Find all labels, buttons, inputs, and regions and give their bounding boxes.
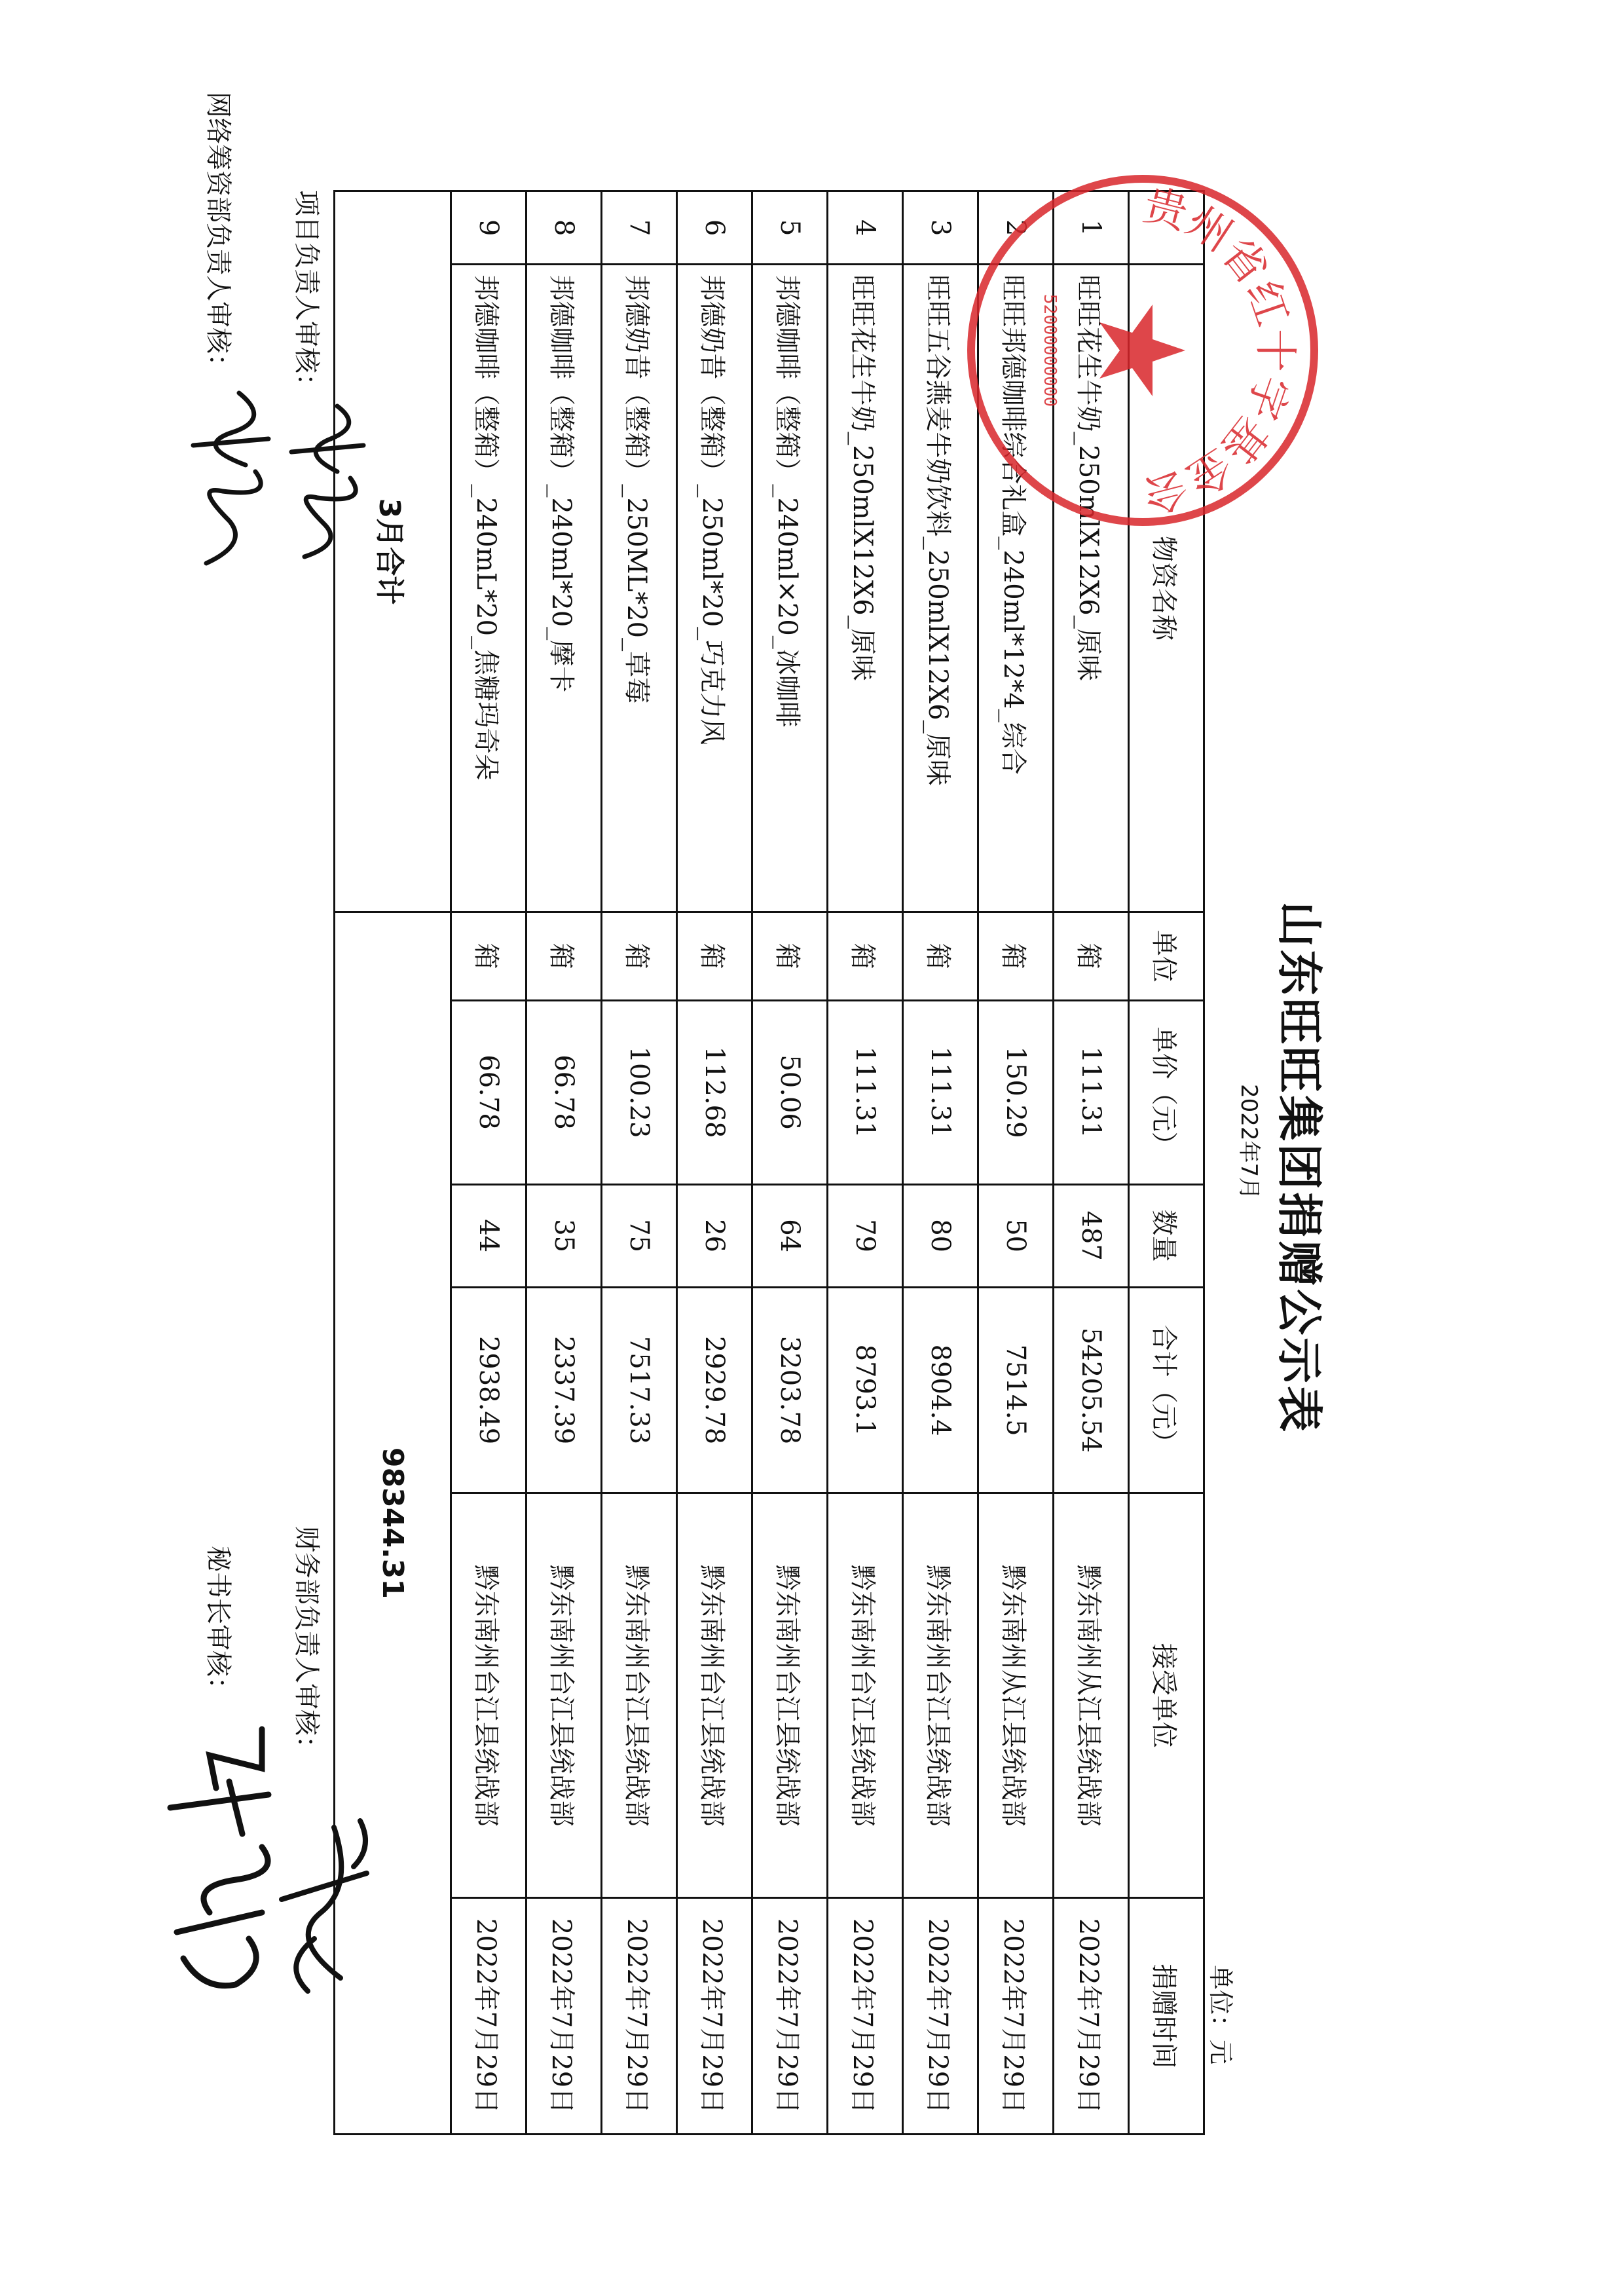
cell-qty: 64 — [752, 1184, 828, 1287]
cell-price: 50.06 — [752, 1000, 828, 1184]
cell-name: 邦德奶昔（整箱）_250ml*20_巧克力风 — [677, 265, 752, 912]
cell-date: 2022年7月29日 — [978, 1898, 1054, 2135]
cell-qty: 75 — [602, 1184, 677, 1287]
cell-unit: 箱 — [828, 912, 903, 1000]
secretary-general-label: 秘书长审核： — [203, 1546, 233, 1703]
cell-no: 4 — [828, 191, 903, 265]
signature-secretary-general — [157, 1716, 288, 2004]
cell-price: 111.31 — [903, 1000, 978, 1184]
cell-date: 2022年7月29日 — [451, 1898, 526, 2135]
cell-name: 旺旺花生牛奶_250mlX12X6_原味 — [828, 265, 903, 912]
cell-date: 2022年7月29日 — [752, 1898, 828, 2135]
total-label: 3月合计 — [335, 191, 451, 912]
cell-total: 2938.49 — [451, 1287, 526, 1493]
table-row — [451, 191, 526, 2135]
total-value: 98344.31 — [335, 912, 451, 2134]
cell-no: 3 — [903, 191, 978, 265]
cell-recipient: 黔东南州台江县统战部 — [677, 1493, 752, 1898]
cell-name: 旺旺花生牛奶_250mlX12X6_原味 — [1054, 265, 1129, 912]
header-total: 合计（元） — [1129, 1287, 1204, 1493]
cell-recipient: 黔东南州从江县统战部 — [1054, 1493, 1129, 1898]
cell-name: 旺旺五谷燕麦牛奶饮料_250mlX12X6_原味 — [903, 265, 978, 912]
header-qty: 数量 — [1129, 1184, 1204, 1287]
cell-unit: 箱 — [903, 912, 978, 1000]
cell-no: 8 — [526, 191, 602, 265]
cell-unit: 箱 — [978, 912, 1054, 1000]
page-title: 山东旺旺集团捐赠公示表 — [1272, 901, 1326, 1434]
cell-name: 邦德咖啡（整箱）_240ml×20_冰咖啡 — [752, 265, 828, 912]
cell-qty: 79 — [828, 1184, 903, 1287]
cell-qty: 50 — [978, 1184, 1054, 1287]
cell-date: 2022年7月29日 — [677, 1898, 752, 2135]
signature-fundraising-lead — [180, 386, 285, 576]
cell-total: 54205.54 — [1054, 1287, 1129, 1493]
cell-no: 2 — [978, 191, 1054, 265]
cell-recipient: 黔东南州台江县统战部 — [451, 1493, 526, 1898]
cell-total: 8793.1 — [828, 1287, 903, 1493]
cell-qty: 44 — [451, 1184, 526, 1287]
table-row — [602, 191, 677, 2135]
cell-price: 100.23 — [602, 1000, 677, 1184]
header-unit: 单位 — [1129, 912, 1204, 1000]
project-lead-label: 项目负责人审核： — [291, 190, 322, 400]
cell-recipient: 黔东南州从江县统战部 — [978, 1493, 1054, 1898]
cell-price: 111.31 — [1054, 1000, 1129, 1184]
cell-qty: 35 — [526, 1184, 602, 1287]
cell-total: 7517.33 — [602, 1287, 677, 1493]
header-recipient: 接受单位 — [1129, 1493, 1204, 1898]
cell-name: 旺旺邦德咖啡综合礼盒_240ml*12*4_综合 — [978, 265, 1054, 912]
cell-recipient: 黔东南州台江县统战部 — [903, 1493, 978, 1898]
cell-name: 邦德奶昔（整箱）_250ML*20_草莓 — [602, 265, 677, 912]
seal-number: 52000000000 — [1040, 293, 1060, 407]
cell-total: 3203.78 — [752, 1287, 828, 1493]
cell-unit: 箱 — [451, 912, 526, 1000]
cell-qty: 80 — [903, 1184, 978, 1287]
header-date: 捐赠时间 — [1129, 1898, 1204, 2135]
cell-date: 2022年7月29日 — [903, 1898, 978, 2135]
cell-price: 111.31 — [828, 1000, 903, 1184]
table-row — [677, 191, 752, 2135]
header-price: 单价（元） — [1129, 1000, 1204, 1184]
cell-unit: 箱 — [602, 912, 677, 1000]
cell-no: 1 — [1054, 191, 1129, 265]
cell-recipient: 黔东南州台江县统战部 — [602, 1493, 677, 1898]
cell-recipient: 黔东南州台江县统战部 — [526, 1493, 602, 1898]
table-row — [526, 191, 602, 2135]
cell-total: 8904.4 — [903, 1287, 978, 1493]
red-seal-stamp — [959, 167, 1326, 534]
cell-total: 7514.5 — [978, 1287, 1054, 1493]
cell-unit: 箱 — [677, 912, 752, 1000]
cell-recipient: 黔东南州台江县统战部 — [752, 1493, 828, 1898]
cell-date: 2022年7月29日 — [1054, 1898, 1129, 2135]
cell-date: 2022年7月29日 — [602, 1898, 677, 2135]
cell-price: 66.78 — [451, 1000, 526, 1184]
cell-recipient: 黔东南州台江县统战部 — [828, 1493, 903, 1898]
cell-date: 2022年7月29日 — [526, 1898, 602, 2135]
cell-price: 66.78 — [526, 1000, 602, 1184]
table-row — [828, 191, 903, 2135]
cell-unit: 箱 — [526, 912, 602, 1000]
seal-text: 贵州省红十字基金会 — [1138, 179, 1301, 522]
seal-star-icon — [1099, 305, 1185, 396]
signature-project-lead — [278, 400, 377, 570]
cell-total: 2337.39 — [526, 1287, 602, 1493]
cell-no: 7 — [602, 191, 677, 265]
cell-qty: 487 — [1054, 1184, 1129, 1287]
cell-qty: 26 — [677, 1184, 752, 1287]
cell-unit: 箱 — [1054, 912, 1129, 1000]
finance-lead-label: 财务部负责人审核： — [291, 1526, 322, 1762]
cell-no: 6 — [677, 191, 752, 265]
cell-name: 邦德咖啡（整箱）_240ml*20_摩卡 — [526, 265, 602, 912]
fundraising-lead-label: 网络筹资部负责人审核： — [203, 92, 233, 380]
cell-unit: 箱 — [752, 912, 828, 1000]
cell-total: 2929.78 — [677, 1287, 752, 1493]
cell-no: 5 — [752, 191, 828, 265]
cell-price: 112.68 — [677, 1000, 752, 1184]
cell-date: 2022年7月29日 — [828, 1898, 903, 2135]
table-row — [752, 191, 828, 2135]
cell-price: 150.29 — [978, 1000, 1054, 1184]
cell-name: 邦德咖啡（整箱）_240mL*20_焦糖玛奇朵 — [451, 265, 526, 912]
cell-no: 9 — [451, 191, 526, 265]
unit-label: 单位：元 — [1206, 1965, 1235, 2065]
header-name: 物资名称 — [1129, 265, 1204, 912]
page-subtitle: 2022年7月 — [1236, 1084, 1262, 1200]
